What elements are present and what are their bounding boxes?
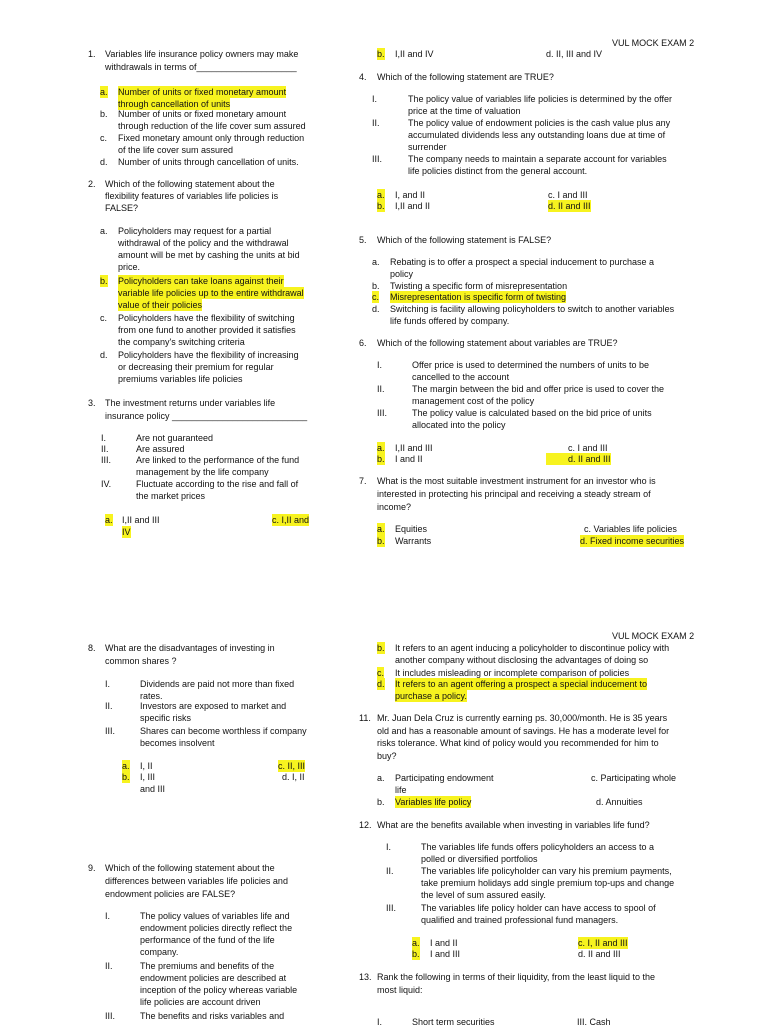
question-text: What are the benefits available when investing in variables life fund? <box>377 820 650 830</box>
item-text: Are linked to the performance of the fund <box>136 455 300 465</box>
answer-label: b. <box>122 772 130 782</box>
option-text: Number of units through cancellation of units. <box>118 157 299 167</box>
item-text: qualified and trained professional fund managers. <box>421 915 619 925</box>
option-text: from one fund to another provided it satisfies <box>118 325 296 335</box>
answer-text: c. I and III <box>548 190 588 200</box>
option-label: c. <box>372 292 380 302</box>
option-text: or decreasing their premium for regular <box>118 362 274 372</box>
answer-label: a. <box>377 773 385 783</box>
question-number: 13. <box>359 972 372 982</box>
item-text: take premium holidays add single premium top-ups and change <box>421 878 675 888</box>
question-text: withdrawals in terms of____________________ <box>105 62 297 72</box>
answer-label: b. <box>377 49 385 59</box>
question-text: interested in protecting his principal and receiving a steady stream of <box>377 489 651 499</box>
question-text: common shares ? <box>105 656 177 666</box>
option-text: Policyholders have the flexibility of switching <box>118 313 295 323</box>
item-text: life policies are account driven <box>140 997 261 1007</box>
item-text: price at the time of valuation <box>408 106 521 116</box>
option-text: Switching is facility allowing policyholders to switch to another variables <box>390 304 675 314</box>
item-text: Are assured <box>136 444 185 454</box>
roman-label: II. <box>372 118 380 128</box>
question-number: 7. <box>359 476 367 486</box>
answer-text: I and II <box>430 938 458 948</box>
answer-text: Equities <box>395 524 428 534</box>
answer-label: a. <box>122 761 130 771</box>
question-text: Rank the following in terms of their liquidity, from the least liquid to the <box>377 972 655 982</box>
answer-text: I and III <box>430 949 461 959</box>
page-header: VUL MOCK EXAM 2 <box>612 631 695 641</box>
roman-label: II. <box>105 701 113 711</box>
answer-text: I and II <box>395 454 423 464</box>
option-text: Policyholders have the flexibility of increasing <box>118 350 299 360</box>
option-text: value of their policies <box>118 300 203 310</box>
answer-text: I, and II <box>395 190 426 200</box>
answer-label: b. <box>377 797 385 807</box>
answer-text: c. I and III <box>568 443 608 453</box>
item-text: accumulated dividends less any outstanding loans due at time of <box>408 130 666 140</box>
item-text: The benefits and risks variables and <box>140 1011 285 1021</box>
roman-label: I. <box>101 433 107 443</box>
item-text: performance of the fund of the life <box>140 935 275 945</box>
question-text: old and has a reasonable amount of savings. He has a moderate level for <box>377 725 670 736</box>
answer-text: d. Fixed income securities <box>580 536 685 546</box>
answer-label: b. <box>412 949 420 959</box>
option-text: Twisting a specific form of misrepresentation <box>390 281 568 291</box>
roman-label: III. <box>105 726 116 736</box>
question-text: insurance policy ___________________________ <box>105 411 308 421</box>
roman-label: I. <box>372 94 378 104</box>
question-text: Which of the following statement are TRUE? <box>377 72 554 82</box>
question-text: Which of the following statement is FALSE? <box>377 235 552 245</box>
roman-label: II. <box>101 444 109 454</box>
answer-text: I, III <box>140 772 156 782</box>
question-number: 9. <box>88 863 96 873</box>
question-text: What are the disadvantages of investing in <box>105 643 275 653</box>
item-text: management cost of the policy <box>412 396 535 406</box>
item-text: the level of sum assured easily. <box>421 890 546 900</box>
roman-label: IV. <box>101 479 112 489</box>
item-text: The margin between the bid and offer price is used to cover the <box>412 384 664 394</box>
option-text: variable life policies up to the entire withdrawal <box>118 288 304 298</box>
answer-text: Variables life policy <box>395 797 472 807</box>
option-text: the company's switching criteria <box>118 337 245 347</box>
roman-label: II. <box>386 866 394 876</box>
option-text: withdrawal of the policy and the withdrawal <box>118 238 289 248</box>
answer-label: a. <box>377 524 385 534</box>
roman-label: I. <box>377 1017 383 1027</box>
option-label: d. <box>100 157 108 167</box>
option-text: through reduction of the life cover sum assured <box>118 121 306 131</box>
answer-label: a. <box>377 190 385 200</box>
roman-label: III. <box>101 455 112 465</box>
roman-label: I. <box>386 842 392 852</box>
answer-label: b. <box>377 454 385 464</box>
item-text: Offer price is used to determined the numbers of units to be <box>412 360 649 370</box>
item-text: cancelled to the account <box>412 372 510 382</box>
question-text: endowment policies are FALSE? <box>105 889 236 899</box>
answer-text: life <box>395 785 407 795</box>
item-text: The policy values of variables life and <box>140 911 290 921</box>
item-text: company. <box>140 947 179 957</box>
option-text: of the life cover sum assured <box>118 145 234 155</box>
question-text: Which of the following statement about the <box>105 179 275 189</box>
answer-text: and III <box>140 784 166 794</box>
question-number: 2. <box>88 179 96 189</box>
option-label: d. <box>372 304 380 314</box>
item-text: The policy value of variables life policies is determined by the offer <box>408 94 672 104</box>
question-text: What is the most suitable investment instrument for an investor who is <box>377 476 656 486</box>
option-label: b. <box>377 643 385 653</box>
answer-text: I,II and III <box>122 515 160 525</box>
answer-text: d. II, III and IV <box>546 49 603 59</box>
answer-text: d. II and III <box>578 949 621 959</box>
item-text: Are not guaranteed <box>136 433 214 443</box>
roman-label: III. <box>372 154 383 164</box>
question-number: 3. <box>88 398 96 408</box>
item-text: polled or diversified portfolios <box>421 854 538 864</box>
roman-label: III. <box>105 1011 116 1021</box>
roman-label: II. <box>105 961 113 971</box>
answer-label: a. <box>412 938 420 948</box>
option-label: b. <box>372 281 380 291</box>
item-text: The policy value is calculated based on the bid price of units <box>412 408 652 418</box>
item-text: Shares can become worthless if company <box>140 726 307 736</box>
item-text: becomes insolvent <box>140 738 215 748</box>
option-label: a. <box>100 87 108 97</box>
question-number: 5. <box>359 235 367 245</box>
option-text: It refers to an agent inducing a policyholder to discontinue policy with <box>395 643 670 653</box>
item-text: allocated into the policy <box>412 420 506 430</box>
item-text: The company needs to maintain a separate account for variables <box>408 154 667 164</box>
answer-text: d. II and III <box>548 201 591 211</box>
answer-text: I, II <box>140 761 153 771</box>
question-text: income? <box>377 502 412 512</box>
option-text: Policyholders can take loans against their <box>118 276 284 286</box>
question-text: risks tolerance. What kind of policy would you recommended for him to <box>377 738 659 748</box>
question-text: buy? <box>377 750 397 761</box>
item-text: The variables life funds offers policyholders an access to a <box>421 842 654 852</box>
option-label: c. <box>377 668 385 678</box>
answer-label: b. <box>377 201 385 211</box>
answer-label: a. <box>105 515 113 525</box>
option-text: price. <box>118 262 141 272</box>
item-text: Dividends are paid not more than fixed <box>140 679 295 689</box>
question-text: Which of the following statement about variables are TRUE? <box>377 338 618 348</box>
roman-label: III. <box>377 408 388 418</box>
item-text: Fluctuate according to the rise and fall of <box>136 479 299 489</box>
item-text: III. Cash <box>577 1017 611 1027</box>
roman-label: III. <box>386 903 397 913</box>
question-text: flexibility features of variables life policies is <box>105 191 279 201</box>
option-label: a. <box>372 257 380 267</box>
option-label: d. <box>377 679 385 689</box>
option-label: c. <box>100 313 108 323</box>
item-text: endowment policies are described at <box>140 973 287 983</box>
option-text: Misrepresentation is specific form of twisting <box>390 292 567 302</box>
option-text: life funds offered by company. <box>390 316 510 326</box>
option-text: Fixed monetary amount only through reduction <box>118 133 305 143</box>
item-text: The premiums and benefits of the <box>140 961 275 971</box>
question-text: Which of the following statement about the <box>105 863 275 873</box>
question-text: FALSE? <box>105 203 139 213</box>
answer-text: I,II and III <box>395 443 433 453</box>
question-number: 1. <box>88 49 96 59</box>
option-text: policy <box>390 269 414 279</box>
item-text: surrender <box>408 142 447 152</box>
option-text: through cancellation of units <box>118 99 231 109</box>
roman-label: I. <box>105 911 111 921</box>
question-number: 12. <box>359 820 372 830</box>
option-text: It refers to an agent offering a prospect a special inducement to <box>395 679 647 689</box>
item-text: endowment policies directly reflect the <box>140 923 293 933</box>
answer-text: c. Participating whole <box>591 773 677 783</box>
roman-label: II. <box>377 384 385 394</box>
question-number: 8. <box>88 643 96 653</box>
option-text: amount will be met by cashing the units at bid <box>118 250 300 260</box>
answer-label: b. <box>377 536 385 546</box>
answer-text: IV <box>122 527 131 537</box>
answer-text: Participating endowment <box>395 773 494 783</box>
roman-label: I. <box>377 360 383 370</box>
option-text: another company without disclosing the advantages of doing so <box>395 655 649 665</box>
question-text: differences between variables life policies and <box>105 876 288 886</box>
option-label: c. <box>100 133 108 143</box>
option-label: b. <box>100 276 108 286</box>
answer-label: a. <box>377 443 385 453</box>
option-label: b. <box>100 109 108 119</box>
question-text: The investment returns under variables life <box>105 398 276 408</box>
question-number: 11. <box>359 713 371 723</box>
option-text: Policyholders may request for a partial <box>118 226 272 236</box>
item-text: The variables life policyholder can vary his premium payments, <box>421 866 672 876</box>
item-text: The variables life policy holder can have access to spool of <box>421 903 656 913</box>
item-text: specific risks <box>140 713 192 723</box>
answer-text: c. I, II and III <box>578 938 628 948</box>
answer-text: d. Annuities <box>596 797 643 807</box>
option-text: Rebating is to offer a prospect a special inducement to purchase a <box>390 257 654 267</box>
item-text: Investors are exposed to market and <box>140 701 287 711</box>
answer-text: Warrants <box>395 536 432 546</box>
question-number: 6. <box>359 338 367 348</box>
answer-text: I,II and IV <box>395 49 434 59</box>
option-label: a. <box>100 226 108 236</box>
option-text: purchase a policy. <box>395 691 467 701</box>
option-text: Number of units or fixed monetary amount <box>118 87 287 97</box>
answer-text: d. II and III <box>568 454 611 464</box>
item-text: inception of the policy whereas variable <box>140 985 298 995</box>
item-text: the market prices <box>136 491 206 501</box>
answer-text: c. II, III <box>278 761 306 771</box>
item-text: The policy value of endowment policies is the cash value plus any <box>408 118 671 128</box>
question-text: Variables life insurance policy owners may make <box>105 49 299 59</box>
page-header: VUL MOCK EXAM 2 <box>612 38 695 48</box>
item-text: rates. <box>140 691 163 701</box>
answer-text: I,II and II <box>395 201 431 211</box>
option-text: Number of units or fixed monetary amount <box>118 109 287 119</box>
option-text: premiums variables life policies <box>118 374 243 384</box>
answer-text: d. I, II <box>282 772 305 782</box>
answer-text: c. Variables life policies <box>584 524 677 534</box>
roman-label: I. <box>105 679 111 689</box>
item-text: Short term securities <box>412 1017 495 1027</box>
option-label: d. <box>100 350 108 360</box>
answer-text: c. I,II and <box>272 515 310 525</box>
option-text: It includes misleading or incomplete comparison of policies <box>395 668 630 678</box>
item-text: management by the life company <box>136 467 269 477</box>
item-text: life policies distinct from the general account. <box>408 166 588 176</box>
question-text: most liquid: <box>377 985 423 995</box>
question-text: Mr. Juan Dela Cruz is currently earning ps. 30,000/month. He is 35 years <box>377 713 668 723</box>
question-number: 4. <box>359 72 367 82</box>
